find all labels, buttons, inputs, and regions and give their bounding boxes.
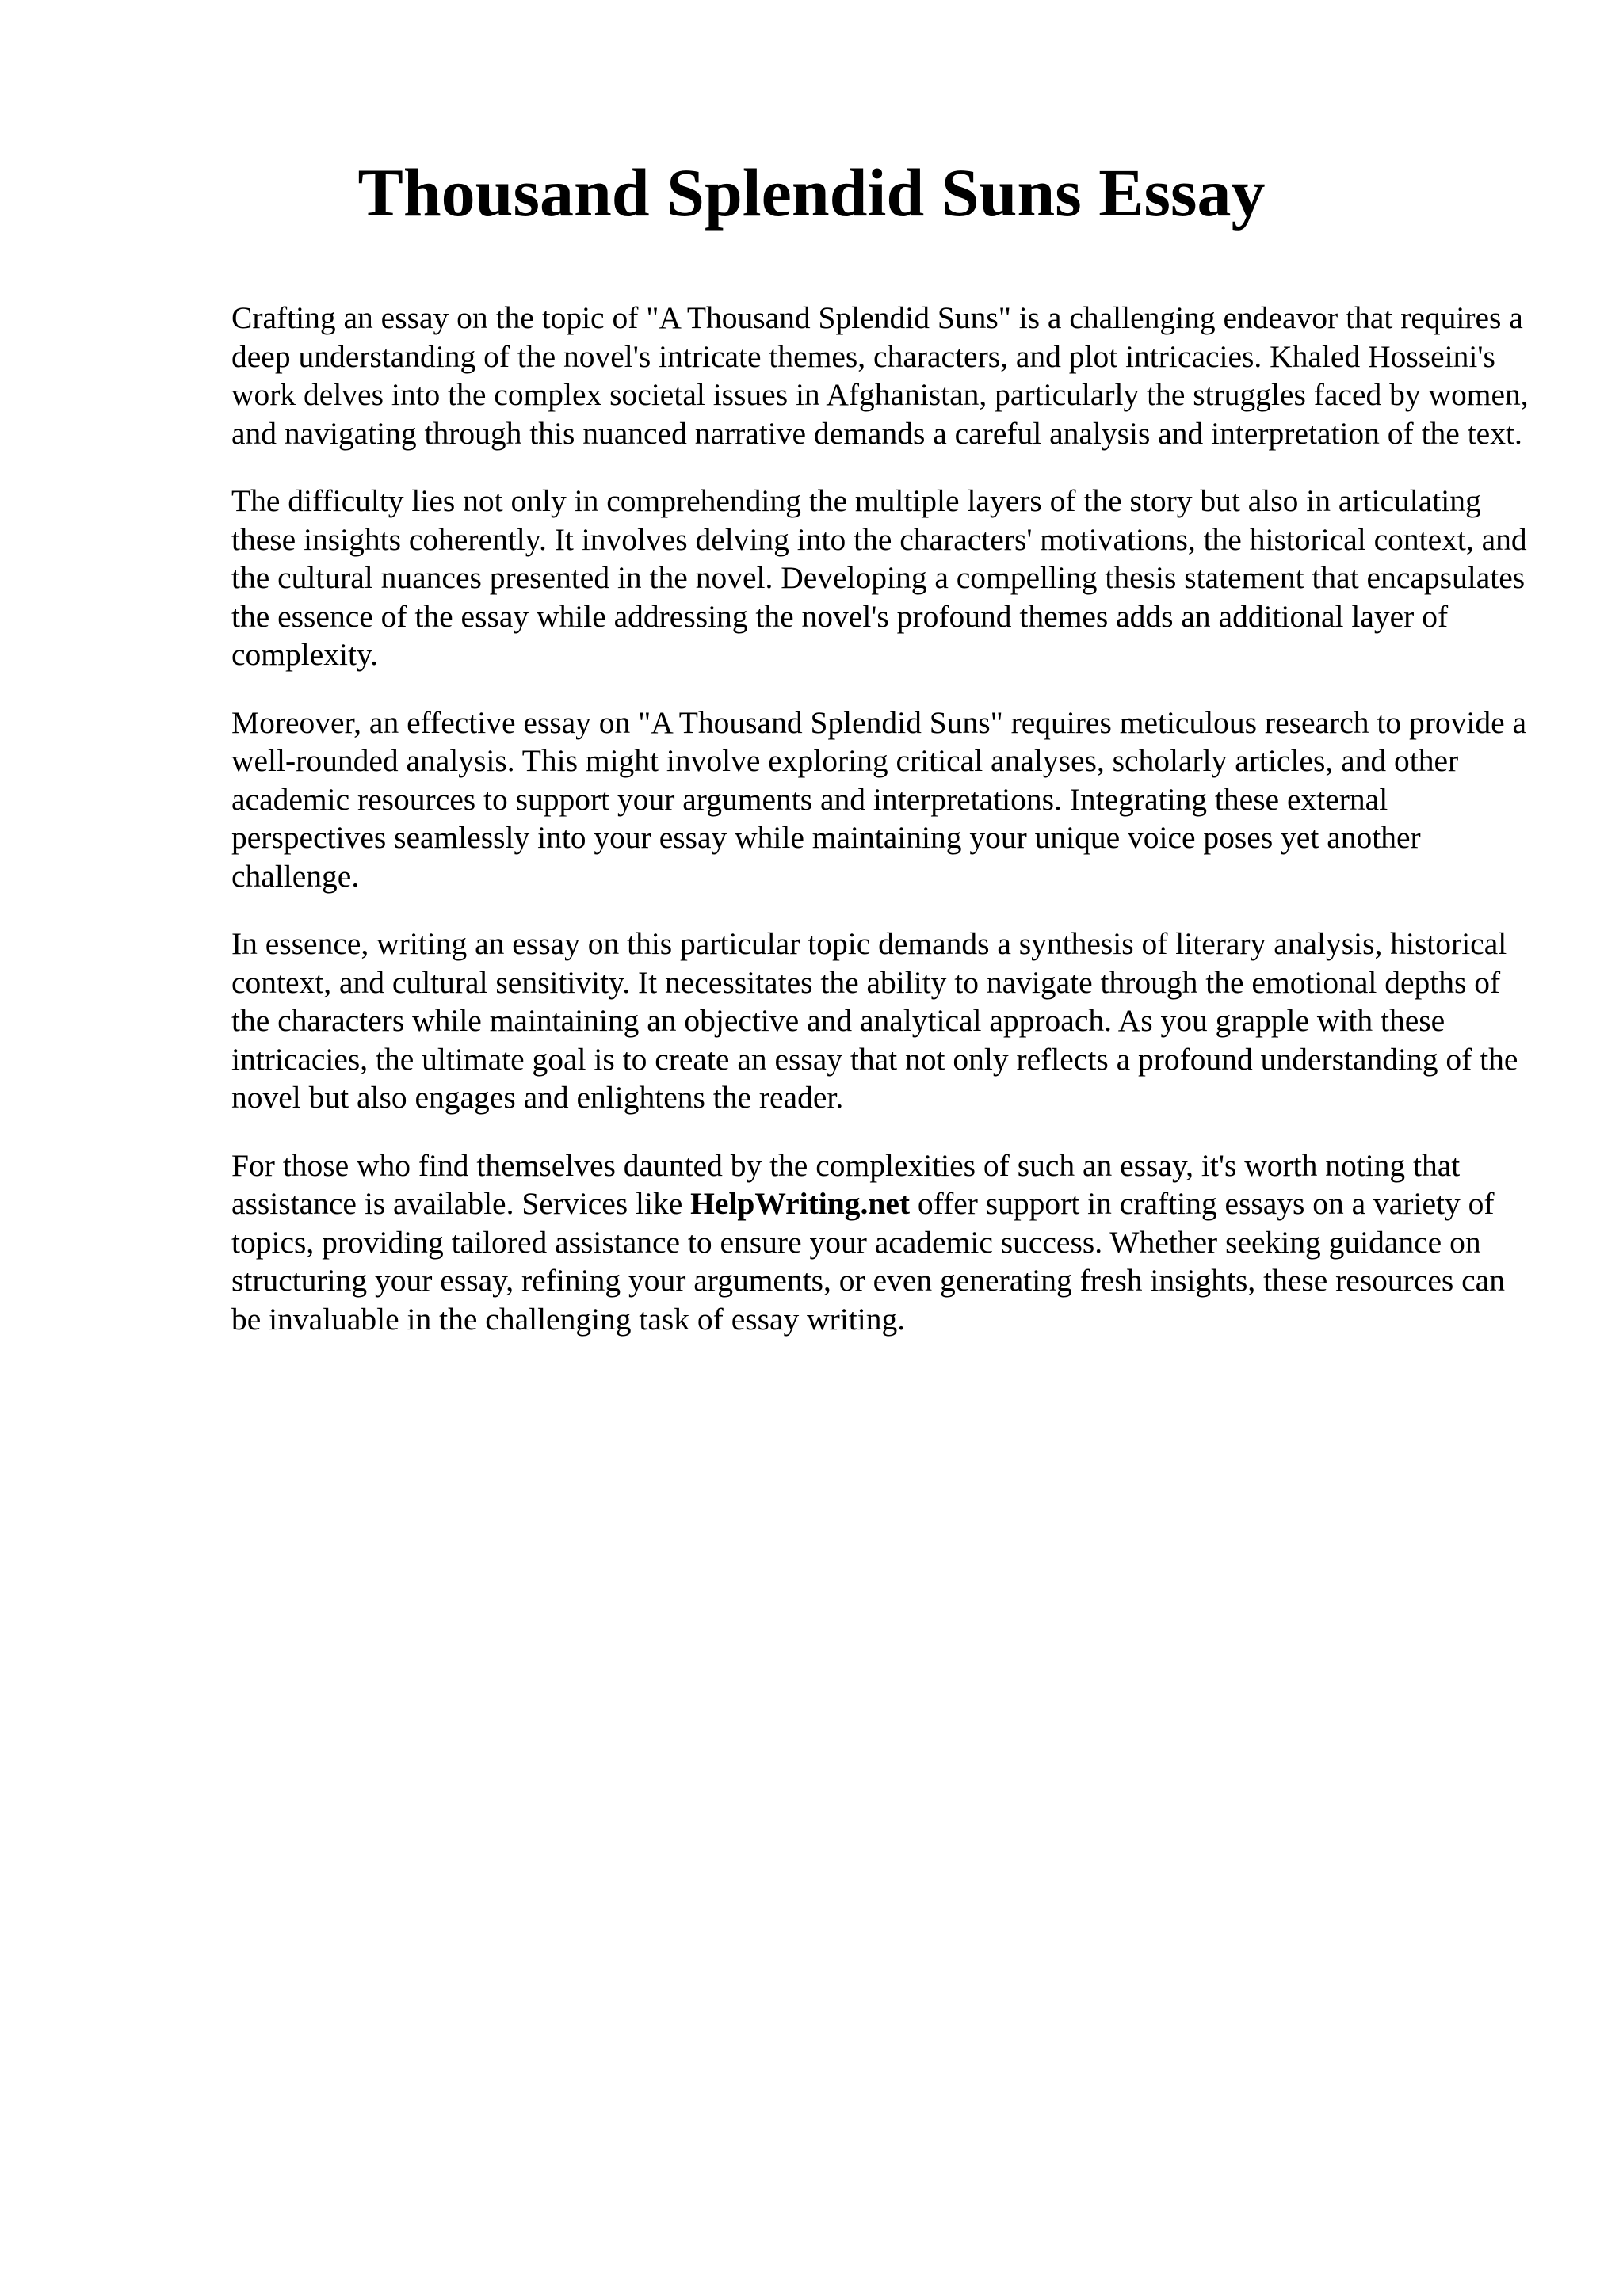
paragraph-3: Moreover, an effective essay on "A Thousand Splendid Suns" requires meticulous research to provide a well-rounded analysis. This might involve exploring critical analyses, scholarly articles, and other academic resources to support your arguments and interpretations. Integrating these external perspectives seamlessly into your essay while maintaining your unique voice poses yet another challenge.: [231, 704, 1527, 894]
paragraph-2: The difficulty lies not only in comprehending the multiple layers of the story but also in articulating these insights coherently. It involves delving into the characters' motivations, the historical context, and the cultural nuances presented in the novel. Developing a compelling thesis statement that encapsulates the essence of the essay while addressing the novel's profound themes adds an additional layer of complexity.: [231, 483, 1527, 672]
document-body: [231, 299, 1531, 1367]
paragraph-5-text-before-brand: For those who find themselves daunted by the complexities of such an essay, it's worth noting that assistance is available. Services like: [231, 1147, 1461, 1221]
paragraph-4: In essence, writing an essay on this particular topic demands a synthesis of literary analysis, historical context, and cultural sensitivity. It necessitates the ability to navigate through the emotional depths of the characters while maintaining an objective and analytical approach. As you grapple with these intricacies, the ultimate goal is to create an essay that not only reflects a profound understanding of the novel but also engages and enlightens the reader.: [231, 926, 1518, 1115]
paragraph-5: [231, 1146, 1531, 1339]
paragraph-1: Crafting an essay on the topic of "A Thousand Splendid Suns" is a challenging endeavor that requires a deep understanding of the novel's intricate themes, characters, and plot intricacies. Khaled Hosseini's work delves into the complex societal issues in Afghanistan, particularly the struggles faced by women, and navigating through this nuanced narrative demands a careful analysis and interpretation of the text.: [231, 300, 1529, 451]
document-title: Thousand Splendid Suns Essay: [357, 154, 1266, 231]
brand-name: HelpWriting.net: [690, 1186, 911, 1221]
paragraph-5-text-after-brand: offer support in crafting essays on a variety of topics, providing tailored assistance to ensure your academic success. Whether seeking guidance on structuring your essay, refining your arguments, or even generating fresh insights, these resources can be invaluable in the challenging task of essay writing.: [231, 1186, 1505, 1337]
